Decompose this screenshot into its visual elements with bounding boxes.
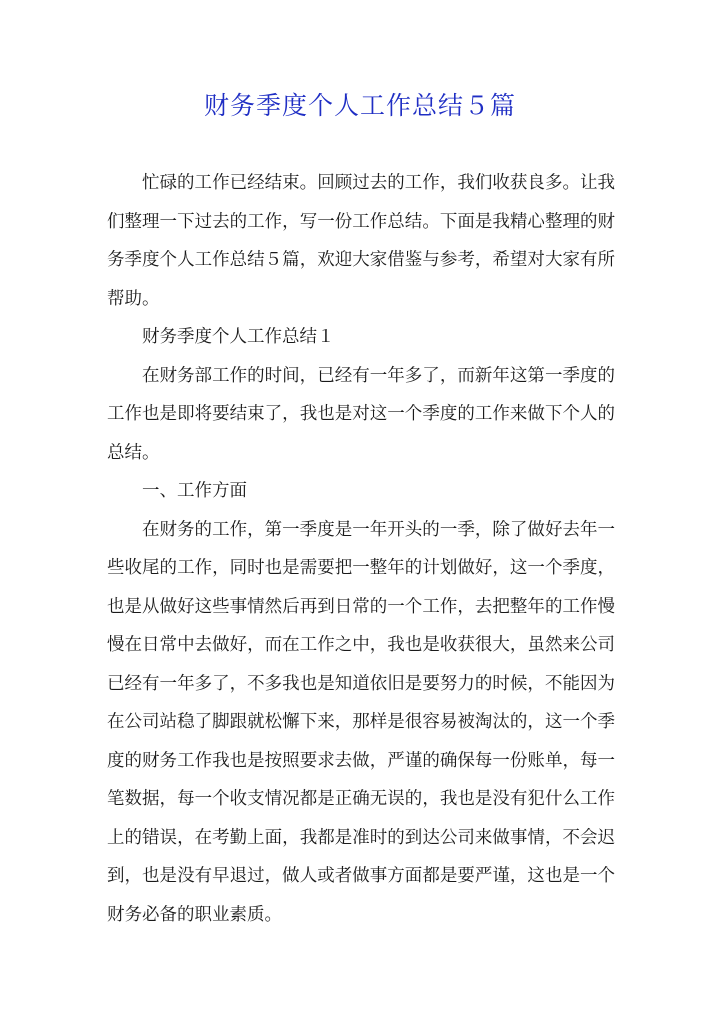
body-paragraph: 在财务部工作的时间，已经有一年多了，而新年这第一季度的工作也是即将要结束了，我也是对这一个季度的工作来做下个人的总结。 xyxy=(107,365,615,463)
subsection-heading: 一、工作方面 xyxy=(142,481,247,501)
section-heading: 财务季度个人工作总结１ xyxy=(142,327,335,347)
intro-paragraph: 忙碌的工作已经结束。回顾过去的工作，我们收获良多。让我们整理一下过去的工作，写一份工作总结。下面是我精心整理的财务季度个人工作总结５篇，欢迎大家借鉴与参考，希望对大家有所帮助。 xyxy=(107,173,615,309)
body-paragraph: 在财务的工作，第一季度是一年开头的一季，除了做好去年一些收尾的工作，同时也是需要把一整年的计划做好，这一个季度，也是从做好这些事情然后再到日常的一个工作，去把整年的工作慢慢在日常中去做好，而在工作之中，我也是收获很大，虽然来公司已经有一年多了，不多我也是知道依旧是要努力的时候，不能因为在公司站稳了脚跟就松懈下来，那样是很容易被淘汰的，这一个季度的财务工作我也是按照要求去做，严谨的确保每一份账单，每一笔数据，每一个收支情况都是正确无误的，我也是没有犯什么工作上的错误，在考勤上面，我都是准时的到达公司来做事情，不会迟到，也是没有早退过，做人或者做事方面都是要严谨，这也是一个财务必备的职业素质。 xyxy=(107,519,615,925)
document-title: 财务季度个人工作总结５篇 xyxy=(203,91,516,120)
document-body xyxy=(107,164,615,934)
